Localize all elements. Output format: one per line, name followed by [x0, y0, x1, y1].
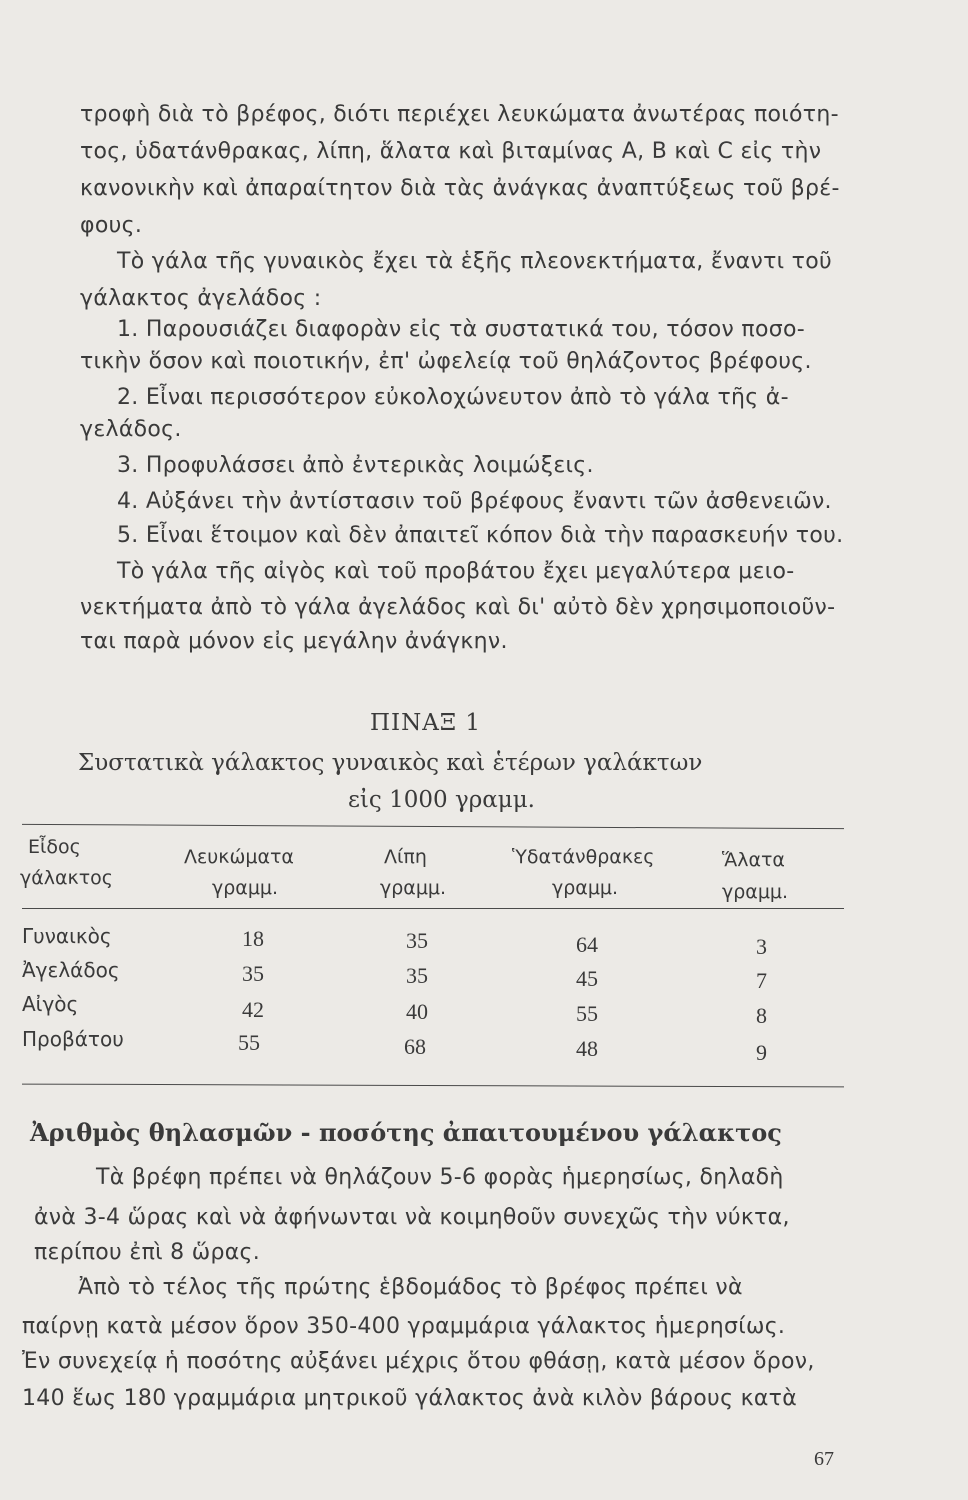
row-salts: 8 — [756, 1003, 767, 1028]
list-item: 5. Εἶναι ἕτοιμον καὶ δὲν ἀπαιτεῖ κόπον διὰ τὴν παρασκευήν του. — [117, 523, 844, 548]
row-fat: 35 — [406, 963, 428, 988]
table-label: ΠΙΝΑΞ 1 — [370, 710, 482, 736]
text-line: τος, ὑδατάνθρακας, λίπη, ἅλατα καὶ βιταμίνας Α, Β καὶ C εἰς τὴν — [80, 139, 822, 164]
row-protein: 18 — [242, 926, 264, 951]
text-line: ἀνὰ 3-4 ὥρας καὶ νὰ ἀφήνωνται νὰ κοιμηθοῦν συνεχῶς τὴν νύκτα, — [34, 1205, 790, 1230]
list-item: 1. Παρουσιάζει διαφορὰν εἰς τὰ συστατικά του, τόσον ποσο- — [117, 317, 805, 342]
row-carbs: 45 — [576, 966, 598, 991]
table-top-rule — [22, 824, 844, 829]
text-line: ται παρὰ μόνον εἰς μεγάλην ἀνάγκην. — [80, 629, 508, 654]
list-item: 4. Αὐξάνει τὴν ἀντίστασιν τοῦ βρέφους ἔναντι τῶν ἀσθενειῶν. — [117, 489, 832, 514]
row-salts: 3 — [756, 934, 767, 959]
text-line: περίπου ἐπὶ 8 ὥρας. — [34, 1240, 261, 1265]
text-line: Τὰ βρέφη πρέπει νὰ θηλάζουν 5-6 φορὰς ἡμερησίως, δηλαδὴ — [96, 1165, 784, 1190]
text-line: παίρνῃ κατὰ μέσον ὅρον 350-400 γραμμάρια γάλακτος ἡμερησίως. — [22, 1314, 786, 1339]
row-protein: 55 — [238, 1030, 260, 1055]
header-fat: Λίπη — [384, 846, 427, 868]
header-kind-sub: γάλακτος — [20, 867, 113, 889]
text-line: Τὸ γάλα τῆς αἰγὸς καὶ τοῦ προβάτου ἔχει μεγαλύτερα μειο- — [117, 559, 795, 584]
header-protein-unit: γραμμ. — [212, 877, 279, 899]
row-carbs: 48 — [576, 1036, 598, 1061]
list-item: 2. Εἶναι περισσότερον εὐκολοχώνευτον ἀπὸ τὸ γάλα τῆς ἀ- — [117, 385, 789, 410]
header-fat-unit: γραμμ. — [380, 877, 447, 899]
row-kind: Γυναικὸς — [22, 924, 112, 948]
row-fat: 68 — [404, 1034, 426, 1059]
text-line: Τὸ γάλα τῆς γυναικὸς ἔχει τὰ ἑξῆς πλεονεκτήματα, ἔναντι τοῦ — [117, 249, 832, 274]
row-kind: Αἰγὸς — [22, 992, 79, 1016]
row-fat: 35 — [406, 928, 428, 953]
text-line: τροφὴ διὰ τὸ βρέφος, διότι περιέχει λευκώματα ἀνωτέρας ποιότη- — [80, 102, 839, 127]
row-protein: 42 — [242, 997, 264, 1022]
list-item: τικὴν ὅσον καὶ ποιοτικήν, ἐπ' ὠφελείᾳ τοῦ θηλάζοντος βρέφους. — [80, 349, 812, 374]
header-carbs: Ὑδατάνθρακες — [512, 846, 655, 868]
list-item: γελάδος. — [80, 417, 182, 442]
row-kind: Προβάτου — [22, 1027, 124, 1051]
header-salts-unit: γραμμ. — [722, 881, 789, 903]
table-header-rule — [22, 908, 844, 909]
text-line: φους. — [80, 213, 143, 238]
text-line: νεκτήματα ἀπὸ τὸ γάλα ἀγελάδος καὶ δι' αὐτὸ δὲν χρησιμοποιοῦν- — [80, 595, 836, 620]
row-carbs: 55 — [576, 1001, 598, 1026]
section-heading: Ἀριθμὸς θηλασμῶν - ποσότης ἀπαιτουμένου γάλακτος — [30, 1118, 782, 1147]
header-kind: Εἶδος — [28, 836, 81, 858]
text-line: Ἀπὸ τὸ τέλος τῆς πρώτης ἑβδομάδος τὸ βρέφος πρέπει νὰ — [78, 1275, 743, 1300]
row-salts: 9 — [756, 1040, 767, 1065]
header-carbs-unit: γραμμ. — [552, 877, 619, 899]
row-protein: 35 — [242, 961, 264, 986]
text-line: κανονικὴν καὶ ἀπαραίτητον διὰ τὰς ἀνάγκας ἀναπτύξεως τοῦ βρέ- — [80, 176, 840, 201]
header-protein: Λευκώματα — [184, 846, 294, 868]
table-caption-unit: εἰς 1000 γραμμ. — [348, 787, 535, 813]
table-bottom-rule — [22, 1084, 844, 1088]
row-kind: Ἀγελάδος — [22, 958, 120, 982]
row-carbs: 64 — [576, 932, 598, 957]
row-salts: 7 — [756, 968, 767, 993]
page-number: 67 — [814, 1448, 834, 1470]
list-item: 3. Προφυλάσσει ἀπὸ ἐντερικὰς λοιμώξεις. — [117, 453, 594, 478]
header-salts: Ἅλατα — [722, 849, 785, 871]
text-line: 140 ἕως 180 γραμμάρια μητρικοῦ γάλακτος ἀνὰ κιλὸν βάρους κατὰ — [22, 1386, 798, 1411]
table-caption: Συστατικὰ γάλακτος γυναικὸς καὶ ἑτέρων γαλάκτων — [78, 750, 703, 776]
row-fat: 40 — [406, 999, 428, 1024]
text-line: Ἐν συνεχείᾳ ἡ ποσότης αὐξάνει μέχρις ὅτου φθάσῃ, κατὰ μέσον ὅρον, — [22, 1349, 815, 1374]
text-line: γάλακτος ἀγελάδος : — [80, 286, 322, 311]
